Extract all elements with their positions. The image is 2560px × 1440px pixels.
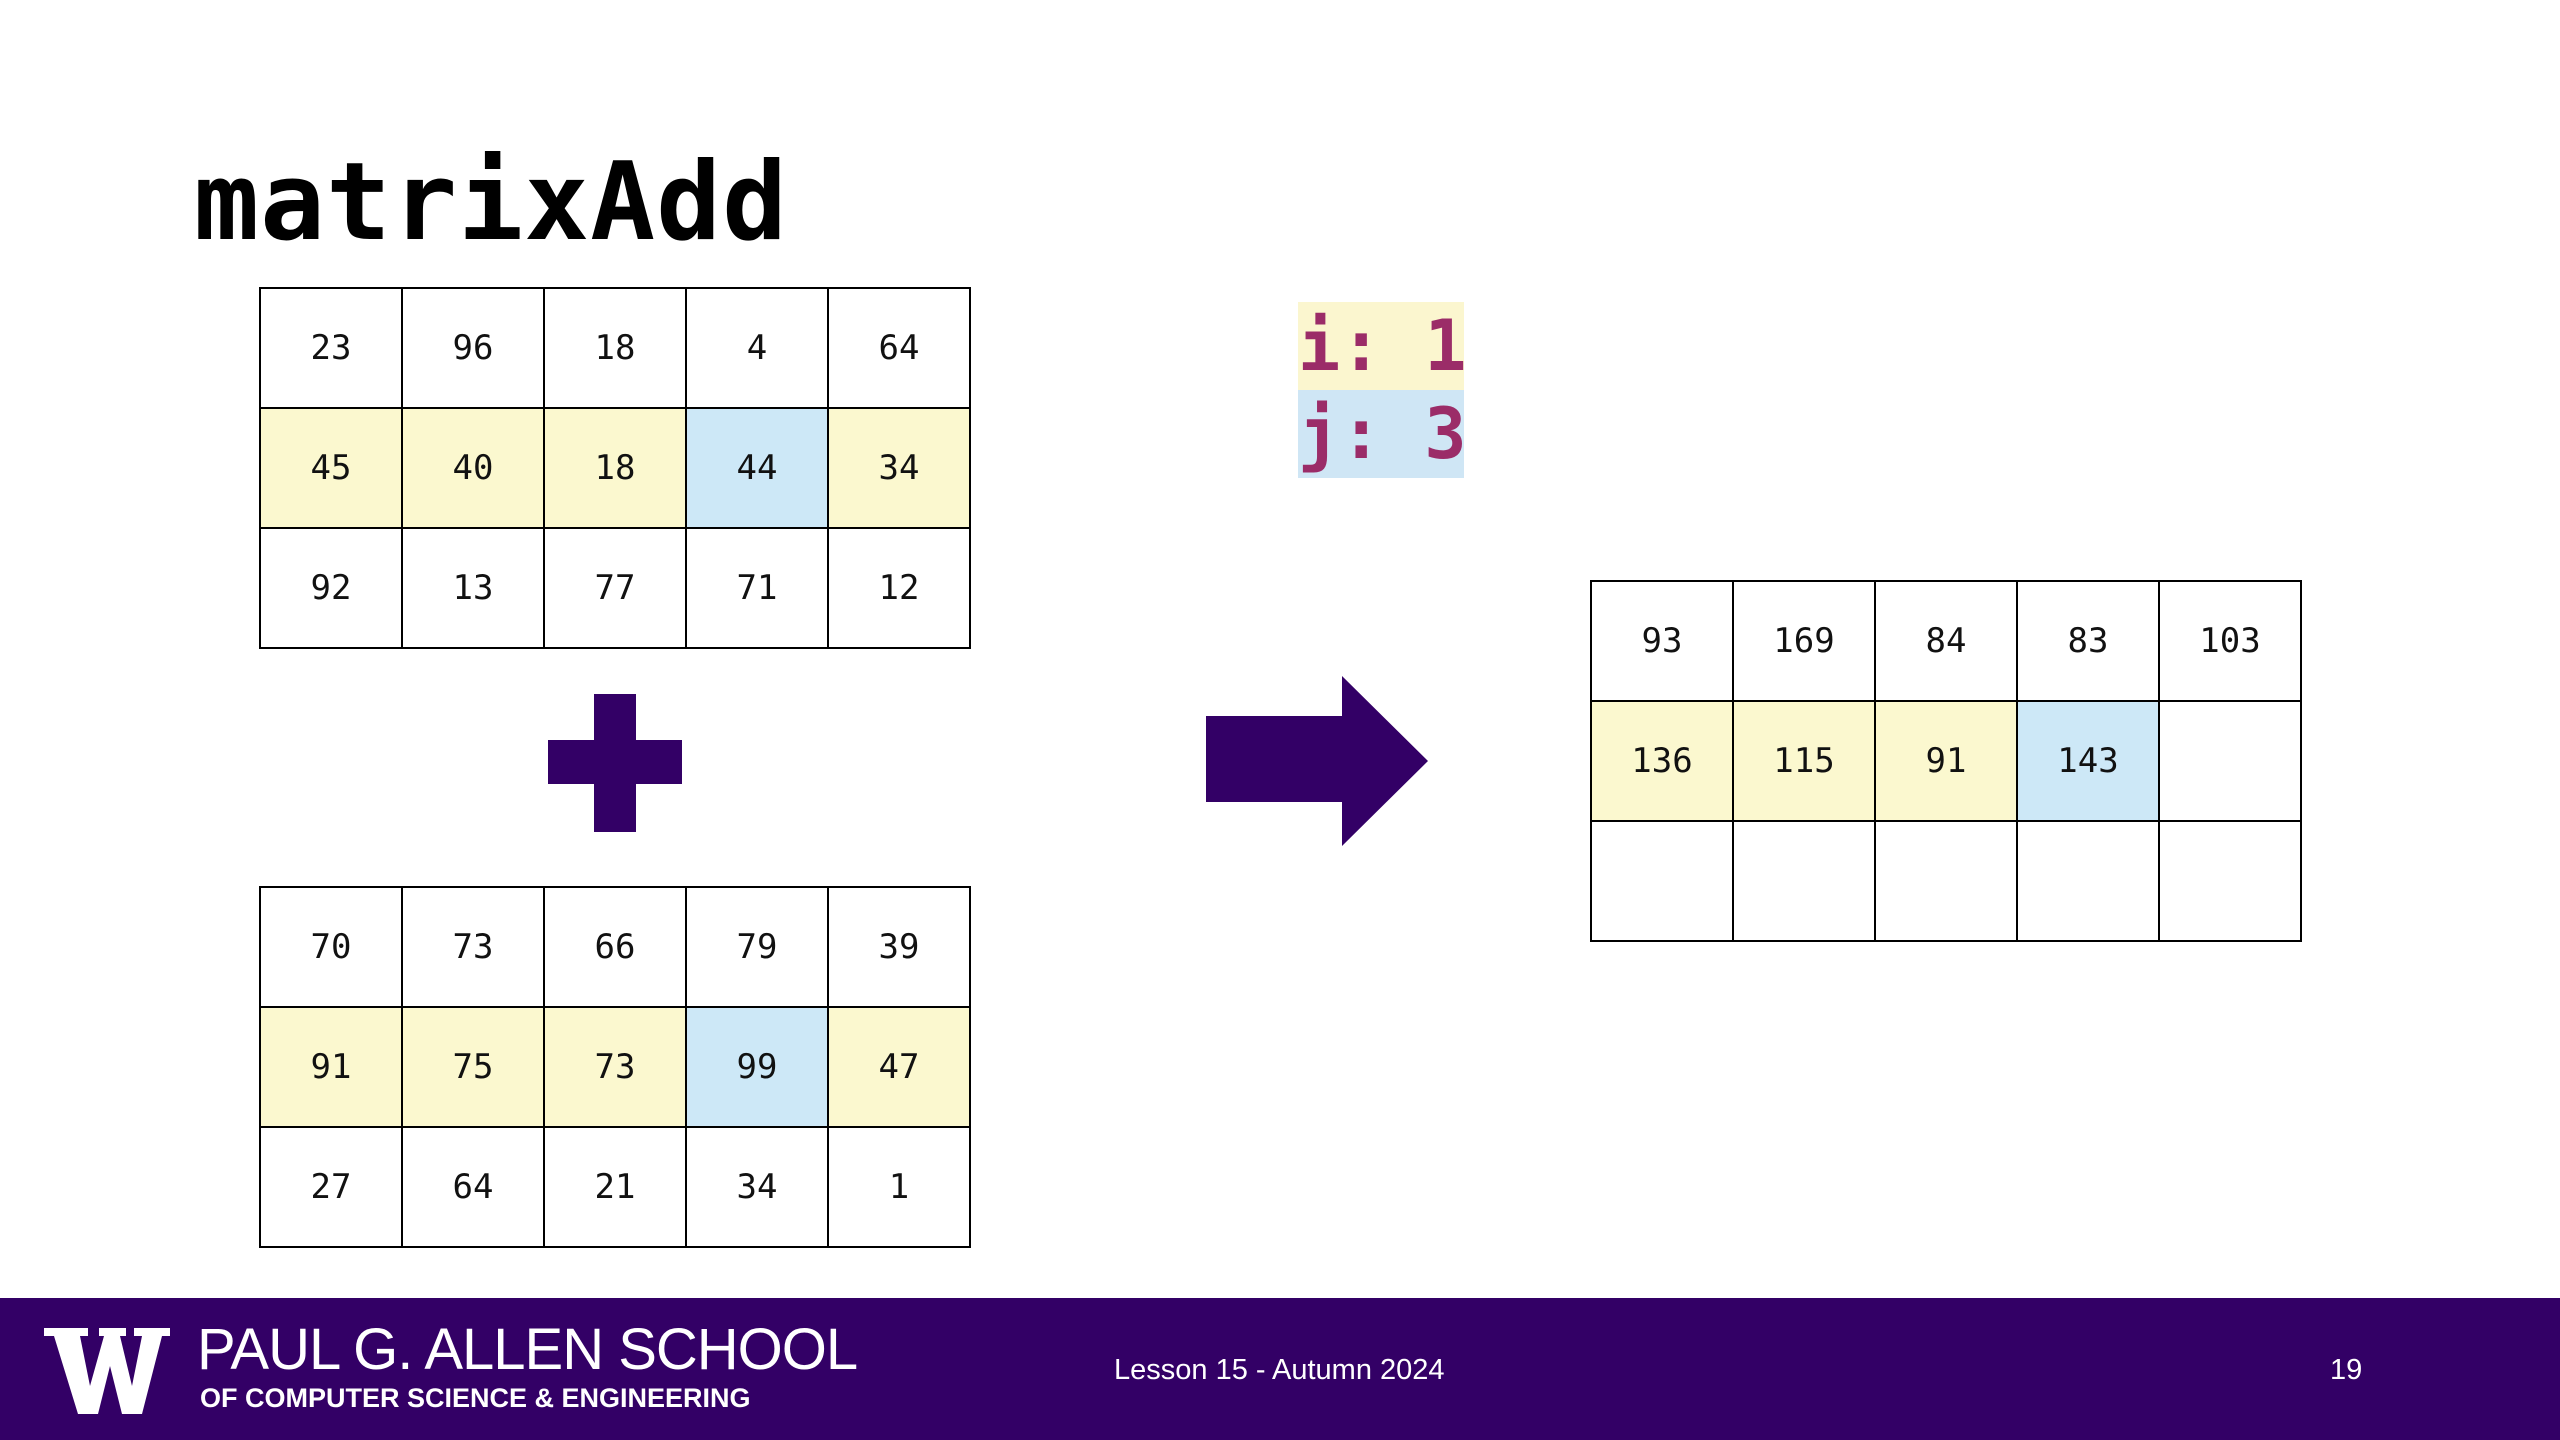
matrix-cell: 18 bbox=[544, 288, 686, 408]
matrix-cell: 45 bbox=[260, 408, 402, 528]
matrix-cell: 77 bbox=[544, 528, 686, 648]
matrix-b bbox=[259, 886, 971, 1248]
matrix-cell bbox=[2159, 821, 2301, 941]
matrix-cell: 92 bbox=[260, 528, 402, 648]
matrix-cell bbox=[1591, 821, 1733, 941]
footer-bar bbox=[0, 1298, 2560, 1440]
matrix-row bbox=[260, 528, 970, 648]
variable-j: j: 3 bbox=[1298, 390, 1464, 478]
arrow-right-icon bbox=[1206, 676, 1428, 846]
matrix-cell: 83 bbox=[2017, 581, 2159, 701]
plus-icon bbox=[548, 694, 682, 832]
matrix-cell: 21 bbox=[544, 1127, 686, 1247]
matrix-cell: 73 bbox=[402, 887, 544, 1007]
matrix-row bbox=[1591, 701, 2301, 821]
matrix-cell: 96 bbox=[402, 288, 544, 408]
matrix-cell: 103 bbox=[2159, 581, 2301, 701]
matrix-cell: 44 bbox=[686, 408, 828, 528]
matrix-cell: 73 bbox=[544, 1007, 686, 1127]
slide-title: matrixAdd bbox=[194, 140, 789, 265]
school-subtitle: OF COMPUTER SCIENCE & ENGINEERING bbox=[200, 1383, 751, 1413]
matrix-cell: 115 bbox=[1733, 701, 1875, 821]
matrix-a bbox=[259, 287, 971, 649]
matrix-cell: 70 bbox=[260, 887, 402, 1007]
school-name: PAUL G. ALLEN SCHOOL bbox=[197, 1317, 858, 1382]
matrix-cell: 34 bbox=[686, 1127, 828, 1247]
matrix-cell: 64 bbox=[402, 1127, 544, 1247]
page-number: 19 bbox=[2330, 1354, 2363, 1386]
matrix-cell: 91 bbox=[260, 1007, 402, 1127]
matrix-cell: 13 bbox=[402, 528, 544, 648]
matrix-cell: 64 bbox=[828, 288, 970, 408]
matrix-row bbox=[260, 408, 970, 528]
matrix-row bbox=[260, 887, 970, 1007]
matrix-cell bbox=[1733, 821, 1875, 941]
matrix-cell: 23 bbox=[260, 288, 402, 408]
matrix-cell: 79 bbox=[686, 887, 828, 1007]
lesson-label: Lesson 15 - Autumn 2024 bbox=[1114, 1354, 1445, 1386]
matrix-cell: 39 bbox=[828, 887, 970, 1007]
matrix-cell bbox=[1875, 821, 2017, 941]
matrix-cell: 34 bbox=[828, 408, 970, 528]
variable-i: i: 1 bbox=[1298, 302, 1464, 390]
matrix-cell: 99 bbox=[686, 1007, 828, 1127]
matrix-cell: 91 bbox=[1875, 701, 2017, 821]
matrix-cell: 18 bbox=[544, 408, 686, 528]
matrix-result bbox=[1590, 580, 2302, 942]
matrix-cell: 47 bbox=[828, 1007, 970, 1127]
matrix-cell bbox=[2017, 821, 2159, 941]
matrix-cell: 12 bbox=[828, 528, 970, 648]
matrix-cell: 27 bbox=[260, 1127, 402, 1247]
matrix-cell: 93 bbox=[1591, 581, 1733, 701]
matrix-cell: 40 bbox=[402, 408, 544, 528]
matrix-row bbox=[1591, 821, 2301, 941]
matrix-cell: 75 bbox=[402, 1007, 544, 1127]
matrix-row bbox=[260, 1007, 970, 1127]
matrix-cell: 84 bbox=[1875, 581, 2017, 701]
matrix-row bbox=[260, 1127, 970, 1247]
matrix-cell: 4 bbox=[686, 288, 828, 408]
matrix-row bbox=[1591, 581, 2301, 701]
matrix-cell: 169 bbox=[1733, 581, 1875, 701]
matrix-cell: 1 bbox=[828, 1127, 970, 1247]
matrix-cell: 143 bbox=[2017, 701, 2159, 821]
matrix-row bbox=[260, 288, 970, 408]
matrix-cell: 71 bbox=[686, 528, 828, 648]
matrix-cell: 66 bbox=[544, 887, 686, 1007]
matrix-cell bbox=[2159, 701, 2301, 821]
uw-logo-icon bbox=[44, 1328, 170, 1414]
matrix-cell: 136 bbox=[1591, 701, 1733, 821]
